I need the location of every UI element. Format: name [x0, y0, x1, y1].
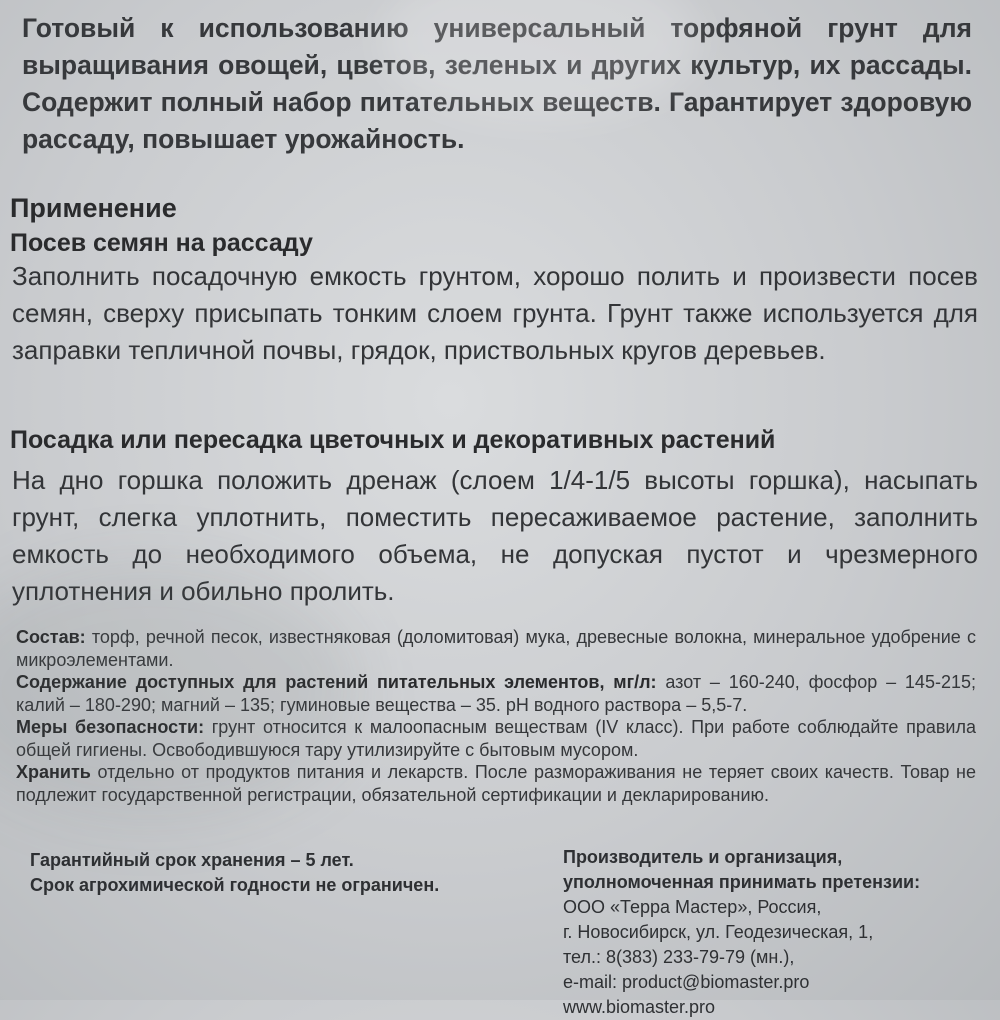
safety-text: грунт относится к малоопасным веществам (IV класс). При работе соблюдайте правила общей гигиены. Освободившуюся тару утилизируйте с бытовым мусором. [16, 717, 977, 760]
manufacturer-website: www.biomaster.pro [563, 997, 716, 1017]
composition-label: Состав: [16, 627, 86, 647]
storage-text: отдельно от продуктов питания и лекарств. После размораживания не теряет своих качеств. Товар не подлежит государственной регистрации, обязательной сертификации и декларированию. [16, 762, 976, 805]
manufacturer-address: г. Новосибирск, ул. Геодезическая, 1, [563, 922, 874, 942]
guarantee-text: Гарантийный срок хранения – 5 лет. [30, 850, 354, 870]
shelf-life-block [30, 848, 439, 898]
seeds-heading: Посев семян на рассаду [10, 229, 313, 257]
planting-heading: Посадка или пересадка цветочных и декоративных растений [10, 426, 776, 454]
manufacturer-email: e-mail: product@biomaster.pro [563, 972, 810, 992]
details-block [16, 626, 976, 806]
storage-label: Хранить [16, 762, 91, 782]
safety-label: Меры безопасности: [16, 717, 205, 737]
planting-text: На дно горшка положить дренаж (слоем 1/4-1/5 высоты горшка), насыпать грунт, слегка уплотнить, поместить пересаживаемое растение, заполнить емкость до необходимого объема, не допуская пустот и чрезмерного уплотнения и обильно пролить. [12, 465, 978, 606]
nutrients-text: азот – 160-240, фосфор – 145-215; калий – 180-290; магний – 135; гуминовые вещества – 35. pH водного раствора – 5,5-7. [16, 672, 976, 715]
manufacturer-company: ООО «Терра Мастер», Россия, [563, 897, 822, 917]
intro-paragraph: Готовый к использованию универсальный торфяной грунт для выращивания овощей, цветов, зеленых и других культур, их рассады. Содержит полный набор питательных веществ. Гарантирует здоровую рассаду, повышает урожайность. [22, 13, 972, 154]
nutrients-paragraph [16, 671, 976, 716]
manufacturer-title-line1: Производитель и организация, [563, 847, 843, 867]
manufacturer-title-line2: уполномоченная принимать претензии: [563, 872, 921, 892]
manufacturer-phone: тел.: 8(383) 233-79-79 (мн.), [563, 947, 795, 967]
composition-paragraph [16, 626, 976, 671]
usage-heading: Применение [10, 193, 177, 223]
manufacturer-block [563, 845, 920, 1020]
seeds-text: Заполнить посадочную емкость грунтом, хорошо полить и произвести посев семян, сверху присыпать тонким слоем грунта. Грунт также используется для заправки тепличной почвы, грядок, приствольных кругов деревьев. [12, 261, 978, 365]
agrochem-text: Срок агрохимической годности не ограничен. [30, 875, 440, 895]
nutrients-label: Содержание доступных для растений питательных элементов, мг/л: [16, 672, 657, 692]
safety-paragraph [16, 716, 976, 806]
composition-text: торф, речной песок, известняковая (доломитовая) мука, древесные волокна, минеральное удобрение с микроэлементами. [16, 627, 976, 670]
